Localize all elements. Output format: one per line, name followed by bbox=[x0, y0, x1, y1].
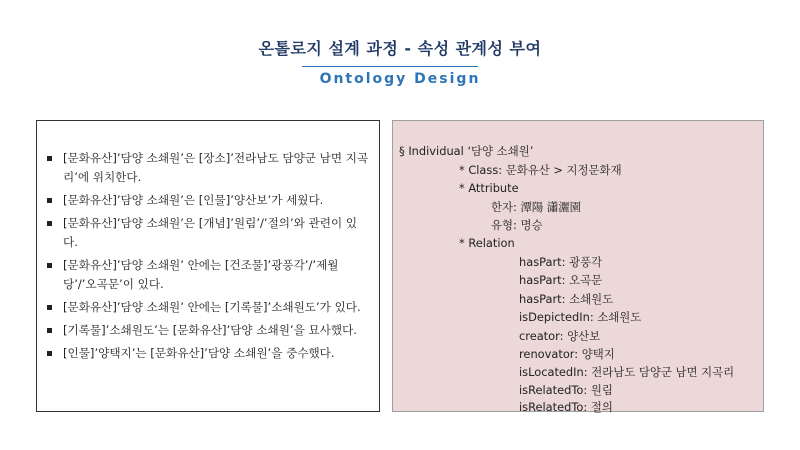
section-marker: § bbox=[399, 144, 405, 158]
relation-key: creator: bbox=[519, 329, 564, 343]
relation-value: 소쇄원도 bbox=[597, 310, 642, 324]
statement-text: [문화유산]’담양 소쇄원’ 안에는 [기록물]’소쇄원도’가 있다. bbox=[63, 300, 361, 314]
relation-key: isDepictedIn: bbox=[519, 310, 594, 324]
statement-item bbox=[47, 256, 371, 294]
bullet-icon bbox=[47, 351, 52, 356]
individual-line bbox=[399, 143, 533, 160]
relation-key: isRelatedTo: bbox=[519, 383, 588, 397]
individual-name: ‘담양 소쇄원’ bbox=[467, 144, 534, 158]
statement-text: [인물]’양택지’는 [문화유산]’담양 소쇄원’을 중수했다. bbox=[63, 346, 335, 360]
relation-key: renovator: bbox=[519, 347, 579, 361]
statement-item bbox=[47, 344, 371, 363]
attribute-value: 명승 bbox=[520, 218, 543, 232]
relation-line bbox=[519, 328, 600, 345]
attribute-label: * Attribute bbox=[459, 181, 519, 195]
slide-subtitle: Ontology Design bbox=[319, 71, 481, 87]
relation-line bbox=[519, 272, 602, 289]
class-line bbox=[459, 162, 622, 179]
bullet-icon bbox=[47, 156, 52, 161]
relation-line bbox=[519, 309, 641, 326]
statement-text: [문화유산]’담양 소쇄원’은 [장소]’전라남도 담양군 남면 지곡리’에 위치한다. bbox=[63, 151, 369, 184]
statement-text: [문화유산]’담양 소쇄원’은 [인물]’양산보’가 세웠다. bbox=[63, 193, 324, 207]
relation-line bbox=[519, 364, 734, 381]
slide-title: 온톨로지 설계 과정 - 속성 관계성 부여 bbox=[258, 39, 542, 58]
bullet-icon bbox=[47, 198, 52, 203]
ontology-panel bbox=[392, 120, 764, 412]
relation-value: 원림 bbox=[590, 383, 613, 397]
statement-item bbox=[47, 191, 371, 210]
bullet-icon bbox=[47, 221, 52, 226]
relation-value: 절의 bbox=[590, 400, 613, 414]
statement-text: [기록물]’소쇄원도’는 [문화유산]’담양 소쇄원’을 묘사했다. bbox=[63, 323, 357, 337]
statement-item bbox=[47, 214, 371, 252]
title-divider bbox=[302, 66, 478, 67]
statement-item bbox=[47, 149, 371, 187]
bullet-icon bbox=[47, 263, 52, 268]
relation-label: * Relation bbox=[459, 236, 515, 250]
bullet-icon bbox=[47, 328, 52, 333]
attribute-line bbox=[491, 199, 581, 216]
statement-item bbox=[47, 298, 371, 317]
relation-key: isLocatedIn: bbox=[519, 365, 588, 379]
relation-line bbox=[519, 254, 602, 271]
relation-value: 양택지 bbox=[581, 347, 615, 361]
attribute-key: 유형: bbox=[491, 218, 517, 232]
relation-key: hasPart: bbox=[519, 255, 566, 269]
statement-list bbox=[47, 149, 371, 363]
attribute-key: 한자: bbox=[491, 200, 517, 214]
bullet-icon bbox=[47, 305, 52, 310]
attribute-value: 潭陽 瀟灑園 bbox=[520, 200, 582, 214]
attribute-line bbox=[491, 217, 543, 234]
relation-key: hasPart: bbox=[519, 292, 566, 306]
relation-value: 광풍각 bbox=[569, 255, 603, 269]
class-value: 문화유산 > 지정문화재 bbox=[505, 163, 622, 177]
statement-text: [문화유산]’담양 소쇄원’은 [개념]’원림’/’절의’와 관련이 있다. bbox=[63, 216, 358, 249]
statement-item bbox=[47, 321, 371, 340]
relation-key: isRelatedTo: bbox=[519, 400, 588, 414]
relation-line bbox=[519, 346, 615, 363]
statement-text: [문화유산]’담양 소쇄원’ 안에는 [건조물]’광풍각’/’제월당’/’오곡문’이 있다. bbox=[63, 258, 339, 291]
class-label: * Class: bbox=[459, 163, 503, 177]
individual-label: Individual bbox=[408, 144, 464, 158]
relation-value: 소쇄원도 bbox=[569, 292, 614, 306]
relation-key: hasPart: bbox=[519, 273, 566, 287]
relation-line bbox=[519, 399, 613, 416]
relation-value: 전라남도 담양군 남면 지곡리 bbox=[591, 365, 735, 379]
relation-line bbox=[519, 291, 613, 308]
relation-value: 양산보 bbox=[567, 329, 601, 343]
relation-value: 오곡문 bbox=[569, 273, 603, 287]
statements-panel bbox=[36, 120, 380, 412]
relation-line bbox=[519, 382, 613, 399]
